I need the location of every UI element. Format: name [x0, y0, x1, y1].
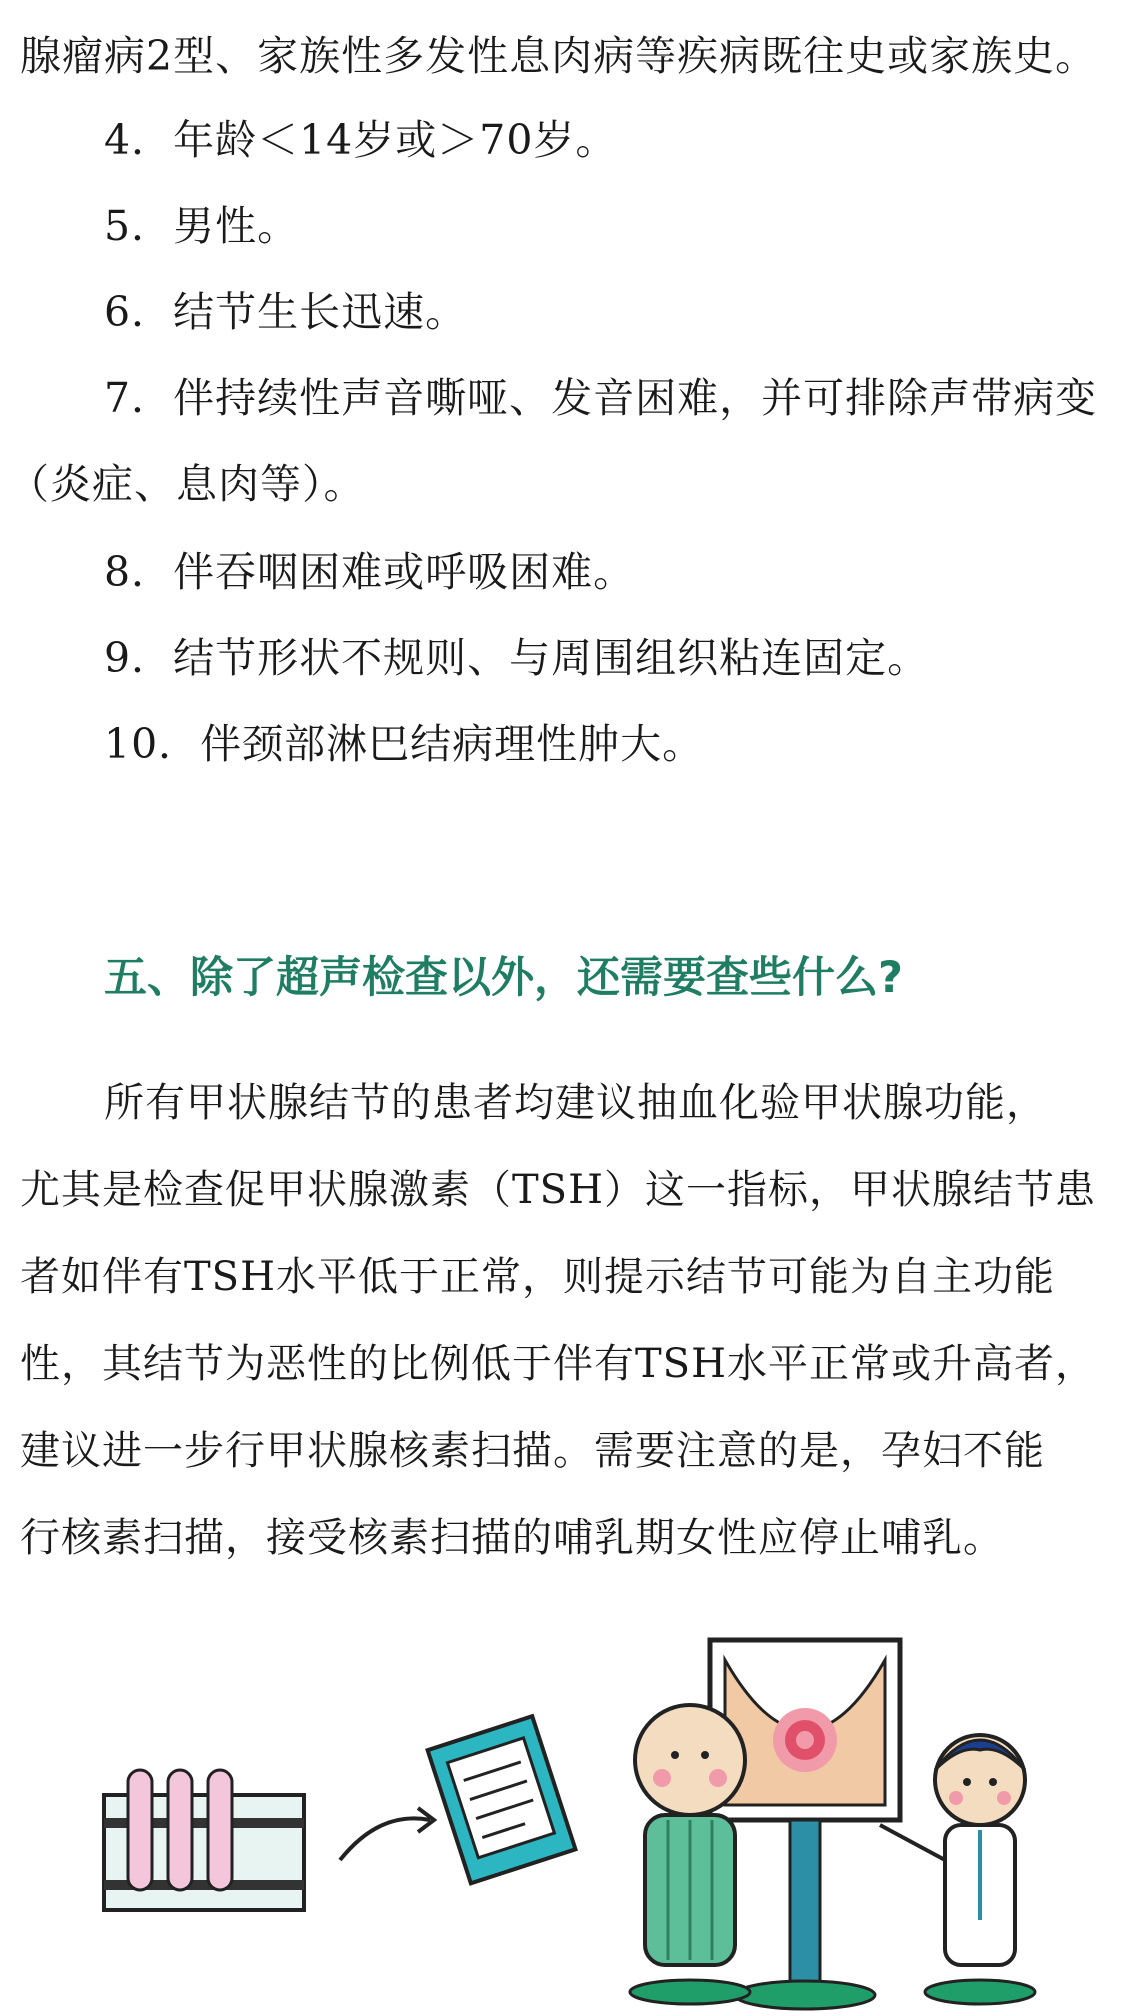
section-paragraph [20, 1060, 1120, 1582]
section-heading: 五、除了超声检查以外，还需要查些什么? [104, 953, 903, 1003]
paragraph-line: 尤其是检查促甲状腺激素（TSH）这一指标，甲状腺结节患 [20, 1167, 1096, 1213]
test-tube-rack-icon [104, 1770, 304, 1910]
list-item-5: 5．男性。 [104, 202, 300, 250]
list-item-4: 4．年龄＜14岁或＞70岁。 [104, 116, 618, 164]
report-clipboard-icon [428, 1716, 576, 1883]
paragraph-line: 者如伴有TSH水平低于正常，则提示结节可能为自主功能 [20, 1254, 1055, 1300]
paragraph-line: 行核素扫描，接受核素扫描的哺乳期女性应停止哺乳。 [20, 1515, 1004, 1561]
list-item-10: 10．伴颈部淋巴结病理性肿大。 [104, 720, 705, 768]
arrow-icon [340, 1808, 434, 1860]
list-item-7-cont: （炎症、息肉等）。 [8, 460, 366, 508]
doctor-icon [880, 1735, 1035, 2004]
thyroid-test-illustration [0, 1620, 1136, 2016]
list-item-7: 7．伴持续性声音嘶哑、发音困难，并可排除声带病变 [104, 374, 1098, 422]
paragraph-line: 性，其结节为恶性的比例低于伴有TSH水平正常或升高者， [20, 1341, 1096, 1387]
list-item-8: 8．伴吞咽困难或呼吸困难。 [104, 548, 636, 596]
list-item-9: 9．结节形状不规则、与周围组织粘连固定。 [104, 634, 930, 682]
list-item-6: 6．结节生长迅速。 [104, 288, 468, 336]
patient-elder-icon [630, 1705, 750, 2004]
list-line-continued: 腺瘤病2型、家族性多发性息肉病等疾病既往史或家族史。 [20, 32, 1098, 80]
paragraph-line: 建议进一步行甲状腺核素扫描。需要注意的是，孕妇不能 [20, 1428, 1045, 1474]
paragraph-line: 所有甲状腺结节的患者均建议抽血化验甲状腺功能， [104, 1080, 1047, 1126]
thyroid-scan-monitor-icon [710, 1640, 900, 2009]
